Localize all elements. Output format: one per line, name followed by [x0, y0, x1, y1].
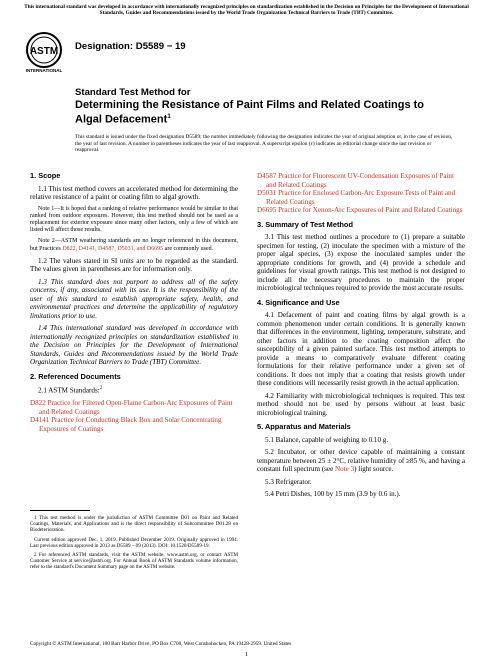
para-5-2 — [257, 448, 465, 474]
issued-note: This standard is issued under the fixed designation D5589; the number immediately following the designation indicates the year of original adoption or, in the case of revision, the year of last revision. A number in parentheses indicates the year of last reapproval. A superscript epsilon (ε) indicates an editorial change since the last revision or reapproval. — [75, 134, 453, 154]
footnote-divider — [30, 510, 90, 511]
ref-code-link[interactable]: D5031 — [257, 189, 277, 197]
footnote-1b: Current edition approved Dec. 1, 2019. Published December 2019. Originally approved in 1994. Last previous edition approved in 2013 as D5589 – 09 (2013). DOI: 10.1520/D5589-19. — [30, 536, 238, 549]
ref-title-link[interactable]: Practice for Filtered Open-Flame Carbon-Arc Exposures of Paint and Related Coatings — [39, 399, 233, 416]
scope-heading: 1. Scope — [30, 171, 61, 180]
footnotes — [30, 510, 238, 574]
ref-title-link[interactable]: Practice for Fluorescent UV-Condensation Exposures of Paint and Related Coatings — [266, 172, 454, 189]
para-5-1: 5.1 Balance, capable of weighing to 0.10 g. — [265, 435, 389, 444]
copyright: Copyright © ASTM International, 100 Barr Harbor Drive, PO Box C700, West Conshohocken, PA 19428-2959. United States — [30, 641, 292, 647]
logo-label: INTERNATIONAL — [25, 68, 63, 73]
ref-docs-heading: 2. Referenced Documents — [30, 371, 121, 381]
page-title — [75, 99, 435, 126]
top-note: This international standard was developed in accordance with internationally recognized principles on standardization established in the Decision on Principles for the Development of International Standards, Guides and Recommendations issued by the World Trade Organization Technical Barriers to Trade (TBT) Committee. — [24, 4, 469, 17]
standard-type: Standard Test Method for — [75, 87, 191, 98]
note-2-refs-link[interactable]: D822, D4141, D4587, D5031, and D6695 — [62, 245, 164, 252]
para-2-1 — [30, 385, 238, 395]
significance-heading: 4. Significance and Use — [257, 297, 340, 307]
note-1: Note 1—It is hoped that a ranking of relative performance would be similar to that ranked from outdoor exposures. However, this test method should not be used as a replacement for exterior exposure since many other factors, only a few of which are listed will affect those results. — [30, 205, 238, 234]
note-3-link[interactable]: Note 3 — [335, 465, 355, 473]
para-4-2: 4.2 Familiarity with microbiological techniques is required. This test method should not be used by persons without at least basic microbiological training. — [257, 391, 465, 417]
ref-code-link[interactable]: D4141 — [30, 416, 50, 425]
ref-item[interactable] — [30, 399, 238, 416]
note-2 — [30, 238, 238, 252]
left-column — [30, 172, 238, 433]
right-column — [257, 172, 465, 503]
para-1-1: 1.1 This test method covers an accelerated method for determining the relative resistance of a paint or coating film to algal growth. — [30, 184, 238, 201]
para-1-3: 1.3 This standard does not purport to address all of the safety concerns, if any, associated with its use. It is the responsibility of the user of this standard to establish appropriate safety, health, and environmental practices and determine the applicability of regulatory limitations prior to use. — [30, 277, 238, 320]
title-footnote-marker: 1 — [167, 114, 171, 121]
page-number: 1 — [244, 651, 249, 658]
para-5-2-text-a: 5.2 Incubator, or other device capable of maintaining a constant temperature between 25 ± 2°C, relative humidity of ≥85 %, and having a constant full spectrum (see — [257, 448, 465, 473]
note-2-text-b: are commonly used. — [163, 245, 214, 252]
para-1-2: 1.2 The values stated in SI units are to be regarded as the standard. The values given in parentheses are for information only. — [30, 256, 238, 274]
ref-item[interactable] — [257, 172, 465, 189]
apparatus-heading: 5. Apparatus and Materials — [257, 422, 351, 431]
para-5-2-text-b: ) light source. — [354, 465, 394, 473]
ref-item[interactable] — [257, 189, 465, 206]
ref-title-link[interactable]: Practice for Xenon-Arc Exposures of Paint and Related Coatings — [276, 206, 463, 214]
ref-code-link[interactable]: D4587 — [257, 172, 277, 180]
para-5-3: 5.3 Refrigerator. — [265, 477, 312, 486]
ref-title-link[interactable]: Practice for Enclosed Carbon-Arc Exposure Tests of Paint and Related Coatings — [266, 189, 456, 206]
note-2-text-a: Note 2—ASTM weathering standards are no longer referenced in this document, but Practices — [30, 238, 238, 252]
ref-code-link[interactable]: D822 — [30, 399, 46, 408]
ref-title-link[interactable]: Practice for Conducting Black Box and Solar Concentrating Exposures of Coatings — [39, 416, 222, 433]
para-2-1-text: 2.1 ASTM Standards: — [38, 386, 100, 395]
para-4-1: 4.1 Defacement of paint and coating films by algal growth is a common phenomenon under certain conditions. It is generally known that differences in the environment, lighting, temperature, substrate, and other factors in addition to the coating composition affect the susceptibility of a given painted surface. This test method attempts to provide a means to comparatively evaluate different coating formulations for their relative performance under a given set of conditions. It does not imply that a coating that resists growth under these conditions will necessarily resist growth in the actual application. — [257, 311, 465, 387]
astm-logo-icon — [22, 30, 66, 74]
title-text: Determining the Resistance of Paint Films and Related Coatings to Algal Defacement — [75, 99, 425, 127]
para-5-4: 5.4 Petri Dishes, 100 by 15 mm (3.9 by 0.6 in.). — [265, 490, 401, 498]
svg-text:ASTM: ASTM — [29, 46, 59, 57]
para-1-4: 1.4 This international standard was developed in accordance with internationally recognized principles on standardization established in the Decision on Principles for the Development of International Standards, Guides and Recommendations issued by the World Trade Organization Technical Barriers to Trade (TBT) Committee. — [30, 324, 238, 367]
footnote-2-marker: 2 — [99, 386, 103, 392]
footnote-2: 2 For referenced ASTM standards, visit the ASTM website, www.astm.org, or contact ASTM Customer Service at service@astm.org. For Annual Book of ASTM Standards volume information, refer to the standard's Document Summary page on the ASTM website. — [30, 552, 238, 571]
ref-code-link[interactable]: D6695 — [257, 206, 277, 214]
ref-item[interactable] — [30, 416, 238, 433]
para-3-1: 3.1 This test method outlines a procedure to (1) prepare a suitable specimen for testing, (2) inoculate the specimen with a mixture of the proper algal species, (3) expose the inoculated samples under the appropriate conditions for growth, and (4) provide a schedule and guidelines for visual growth ratings. This test method is not designed to include all the necessary procedures to maintain the proper microbiological techniques required to provide the most accurate results. — [257, 233, 465, 292]
summary-heading: 3. Summary of Test Method — [257, 219, 353, 229]
footnote-1: 1 This test method is under the jurisdiction of ASTM Committee D01 on Paint and Related Coatings, Materials, and Applications and is the direct responsibility of Subcommittee D01.28 on Biodeterioration. — [30, 515, 238, 534]
ref-item[interactable] — [257, 206, 465, 215]
designation: Designation: D5589 − 19 — [75, 41, 186, 52]
